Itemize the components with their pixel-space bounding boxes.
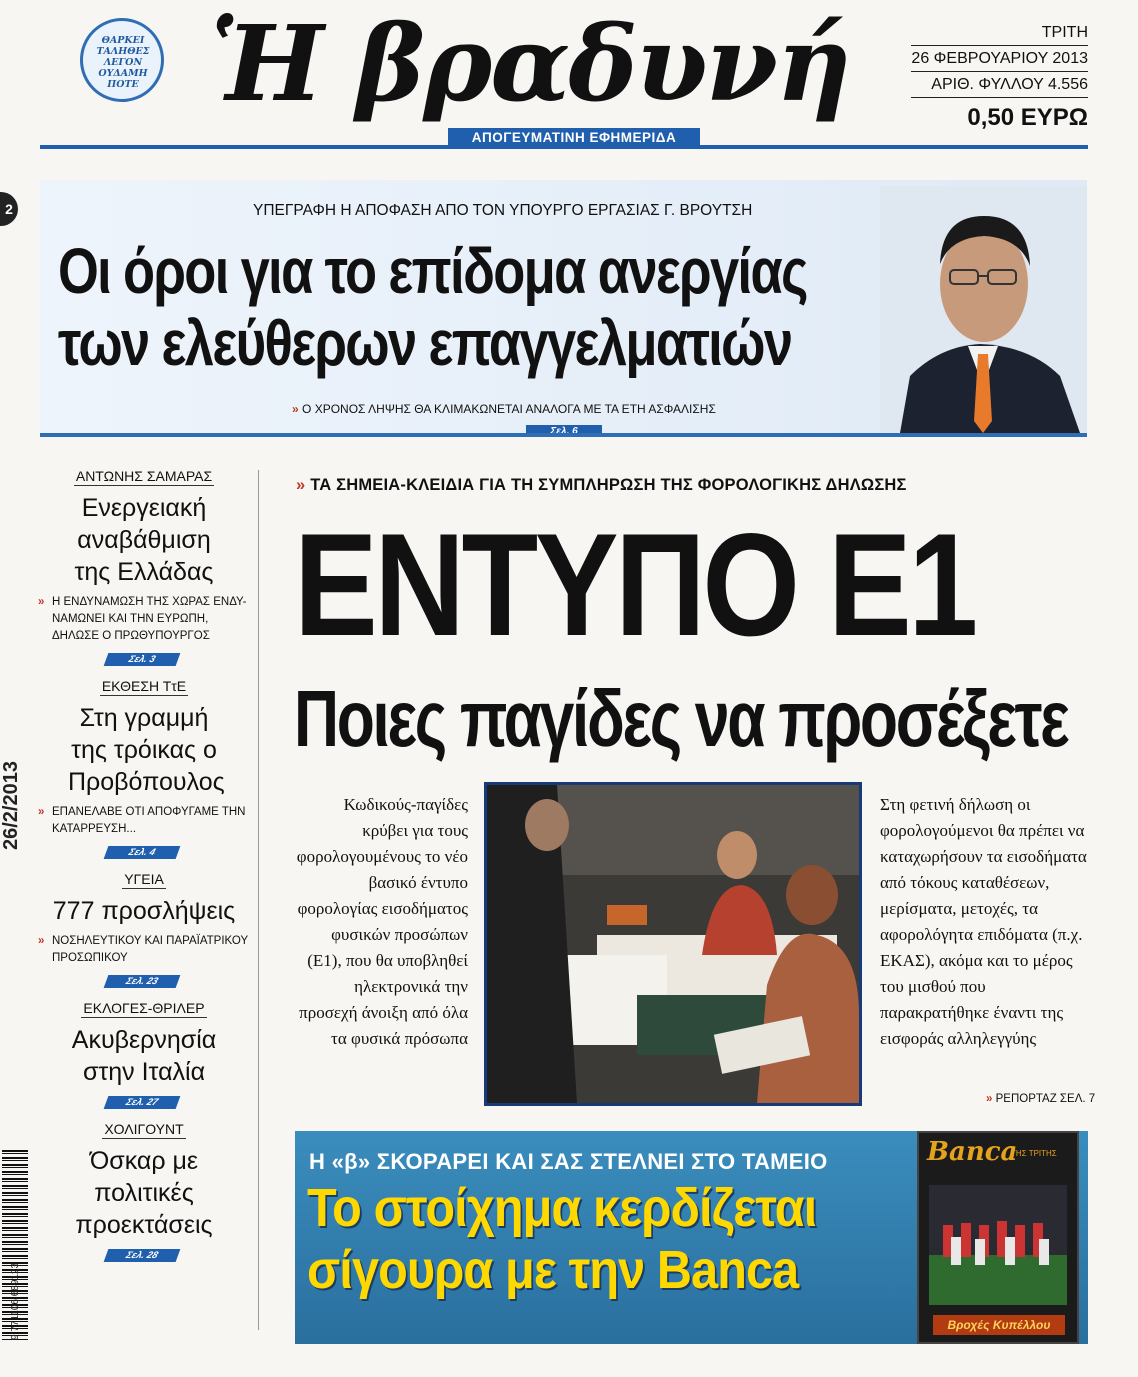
- tax-office-photo: [484, 782, 862, 1106]
- story-bullet: [38, 804, 254, 838]
- side-date: 26/2/2013: [0, 761, 22, 850]
- masthead-rule: [40, 145, 1088, 149]
- story-bullet: [38, 933, 254, 967]
- left-story-tte[interactable]: [34, 678, 254, 859]
- seal-text: ΘΑΡΚΕΙ ΤΑΛΗΘΕΣ ΛΕΓΟΝ ΟΥΔΑΜΗ ΠΟΤΕ: [96, 35, 150, 90]
- barcode-number: 9 771106 689123: [10, 1262, 21, 1340]
- story-category: ΑΝΤΩΝΗΣ ΣΑΜΑΡΑΣ: [75, 468, 213, 484]
- promo-headline: [307, 1177, 816, 1301]
- double-chevron-icon: »: [292, 402, 299, 416]
- banner-sub-text: Ο ΧΡΟΝΟΣ ΛΗΨΗΣ ΘΑ ΚΛΙΜΑΚΩΝΕΤΑΙ ΑΝΑΛΟΓΑ ΜΕ ΤΑ ΕΤΗ ΑΣΦΑΛΙΣΗΣ: [302, 402, 716, 416]
- story-page-ref[interactable]: Σελ. 3: [104, 653, 181, 666]
- banner-subline: [292, 402, 716, 416]
- banca-magazine-cover[interactable]: [917, 1131, 1079, 1344]
- magazine-footer: Βροχές Κυπέλλου: [933, 1315, 1065, 1335]
- story-page-ref[interactable]: Σελ. 23: [104, 975, 181, 988]
- story-headline: Στη γραμμή της τρόικας ο Προβόπουλος: [68, 704, 225, 796]
- story-category: ΕΚΛΟΓΕΣ-ΘΡΙΛΕΡ: [83, 1000, 205, 1016]
- story-category: ΕΚΘΕΣΗ ΤτΕ: [101, 678, 187, 694]
- main-kicker: [296, 476, 907, 495]
- story-category: ΥΓΕΙΑ: [124, 871, 164, 887]
- promo-headline-line-1: Το στοίχημα κερδίζεται: [307, 1178, 817, 1238]
- banner-page-ref[interactable]: Σελ. 6: [526, 425, 602, 437]
- story-page-ref[interactable]: Σελ. 4: [104, 846, 181, 859]
- promo-kicker: Η «β» ΣΚΟΡΑΡΕΙ ΚΑΙ ΣΑΣ ΣΤΕΛΝΕΙ ΣΤΟ ΤΑΜΕΙΟ: [309, 1149, 828, 1174]
- story-bullet-text: ΕΠΑΝΕΛΑΒΕ ΟΤΙ ΑΠΟΦΥΓΑΜΕ ΤΗΝ ΚΑΤΑΡΡΕΥΣΗ...: [52, 806, 246, 835]
- minister-portrait-photo: [880, 186, 1087, 433]
- banner-headline-line-2: των ελεύθερων επαγγελματιών: [58, 307, 792, 379]
- column-divider: [258, 470, 259, 1330]
- issue-info: [911, 20, 1088, 98]
- newspaper-seal: [80, 18, 164, 102]
- main-subhead[interactable]: Ποιες παγίδες να προσέξετε: [294, 674, 1068, 763]
- double-chevron-icon: »: [38, 935, 45, 947]
- story-headline: Όσκαρ με πολιτικές προεκτάσεις: [75, 1147, 213, 1239]
- story-headline: Ενεργειακή αναβάθμιση της Ελλάδας: [74, 494, 214, 586]
- story-headline: Ακυβερνησία στην Ιταλία: [71, 1026, 217, 1086]
- magazine-tag: ΤΗΣ ΤΡΙΤΗΣ: [1011, 1149, 1057, 1158]
- banca-promo[interactable]: [295, 1131, 1088, 1344]
- left-story-health[interactable]: [34, 871, 254, 988]
- double-chevron-icon: »: [38, 806, 45, 818]
- report-text: ΡΕΠΟΡΤΑΖ ΣΕΛ. 7: [995, 1093, 1096, 1105]
- main-headline[interactable]: ΕΝΤΥΠΟ Ε1: [294, 503, 975, 666]
- promo-headline-line-2: σίγουρα με την Banca: [307, 1240, 799, 1300]
- story-bullet-text: Η ΕΝΔΥΝΑΜΩΣΗ ΤΗΣ ΧΩΡΑΣ ΕΝΔΥ-ΝΑΜΩΝΕΙ ΚΑΙ ΤΗΝ ΕΥΡΩΠΗ, ΔΗΛΩΣΕ Ο ΠΡΩΘΥΠΟΥΡΓΟΣ: [52, 596, 247, 642]
- report-page-ref[interactable]: [986, 1093, 1095, 1105]
- story-bullet: [38, 594, 254, 645]
- newspaper-logo[interactable]: Ἡ βραδυνή: [210, 2, 850, 125]
- story-category: ΧΟΛΙΓΟΥΝΤ: [104, 1121, 184, 1137]
- double-chevron-icon: »: [986, 1093, 993, 1105]
- issue-day: ΤΡΙΤΗ: [911, 20, 1088, 46]
- football-team-photo: [929, 1185, 1067, 1305]
- banner-kicker: ΥΠΕΓΡΑΦΗ Η ΑΠΟΦΑΣΗ ΑΠΟ ΤΟΝ ΥΠΟΥΡΓΟ ΕΡΓΑΣΙΑΣ Γ. ΒΡΟΥΤΣΗ: [253, 202, 753, 219]
- issue-date: 26 ΦΕΒΡΟΥΑΡΙΟΥ 2013: [911, 46, 1088, 72]
- left-story-italy[interactable]: [34, 1000, 254, 1109]
- issue-number: ΑΡΙΘ. ΦΥΛΛΟΥ 4.556: [911, 72, 1088, 98]
- left-story-samaras[interactable]: [34, 468, 254, 666]
- story-page-ref[interactable]: Σελ. 28: [104, 1249, 181, 1262]
- main-text-right: Στη φετινή δήλωση οι φορολογούμενοι θα πρέπει να καταχωρήσουν τα εισοδήματα από τόκους καταθέσεων, μερίσματα, μετοχές, τα αφορολόγητα επιδόματα (π.χ. ΕΚΑΣ), ακόμα και το μέρος του μισθού που παρακρατήθηκε έναντι της εισφοράς αλληλεγγύης: [880, 795, 1087, 1048]
- story-headline: 777 προσλήψεις: [52, 897, 236, 925]
- left-column-stories: [34, 468, 254, 1262]
- double-chevron-icon: »: [38, 596, 45, 608]
- story-bullet-text: ΝΟΣΗΛΕΥΤΙΚΟΥ ΚΑΙ ΠΑΡΑΪΑΤΡΙΚΟΥ ΠΡΟΣΩΠΙΚΟΥ: [52, 935, 248, 964]
- price: 0,50 ΕΥΡΩ: [967, 104, 1088, 131]
- magazine-title: Banca: [927, 1137, 1018, 1167]
- left-story-hollywood[interactable]: [34, 1121, 254, 1262]
- banner-headline-line-1: Οι όροι για το επίδομα ανεργίας: [58, 235, 807, 307]
- double-chevron-icon: »: [296, 476, 306, 494]
- main-kicker-text: ΤΑ ΣΗΜΕΙΑ-ΚΛΕΙΔΙΑ ΓΙΑ ΤΗ ΣΥΜΠΛΗΡΩΣΗ ΤΗΣ ΦΟΡΟΛΟΓΙΚΗΣ ΔΗΛΩΣΗΣ: [310, 476, 907, 494]
- logo-tagline: ΑΠΟΓΕΥΜΑΤΙΝΗ ΕΦΗΜΕΡΙΔΑ: [448, 128, 700, 148]
- top-banner-story[interactable]: [40, 180, 1087, 437]
- main-text-left: Κωδικούς-παγίδες κρύβει για τους φορολογουμένους το νέο βασικό έντυπο φορολογίας εισοδήματος φυσικών προσώπων (Ε1), που θα υποβληθεί ηλεκτρονικά την προσεχή άνοιξη από όλα τα φυσικά πρόσωπα: [296, 795, 468, 1048]
- banner-headline[interactable]: [58, 235, 807, 379]
- section-tab: 2: [0, 192, 18, 226]
- story-page-ref[interactable]: Σελ. 27: [104, 1096, 181, 1109]
